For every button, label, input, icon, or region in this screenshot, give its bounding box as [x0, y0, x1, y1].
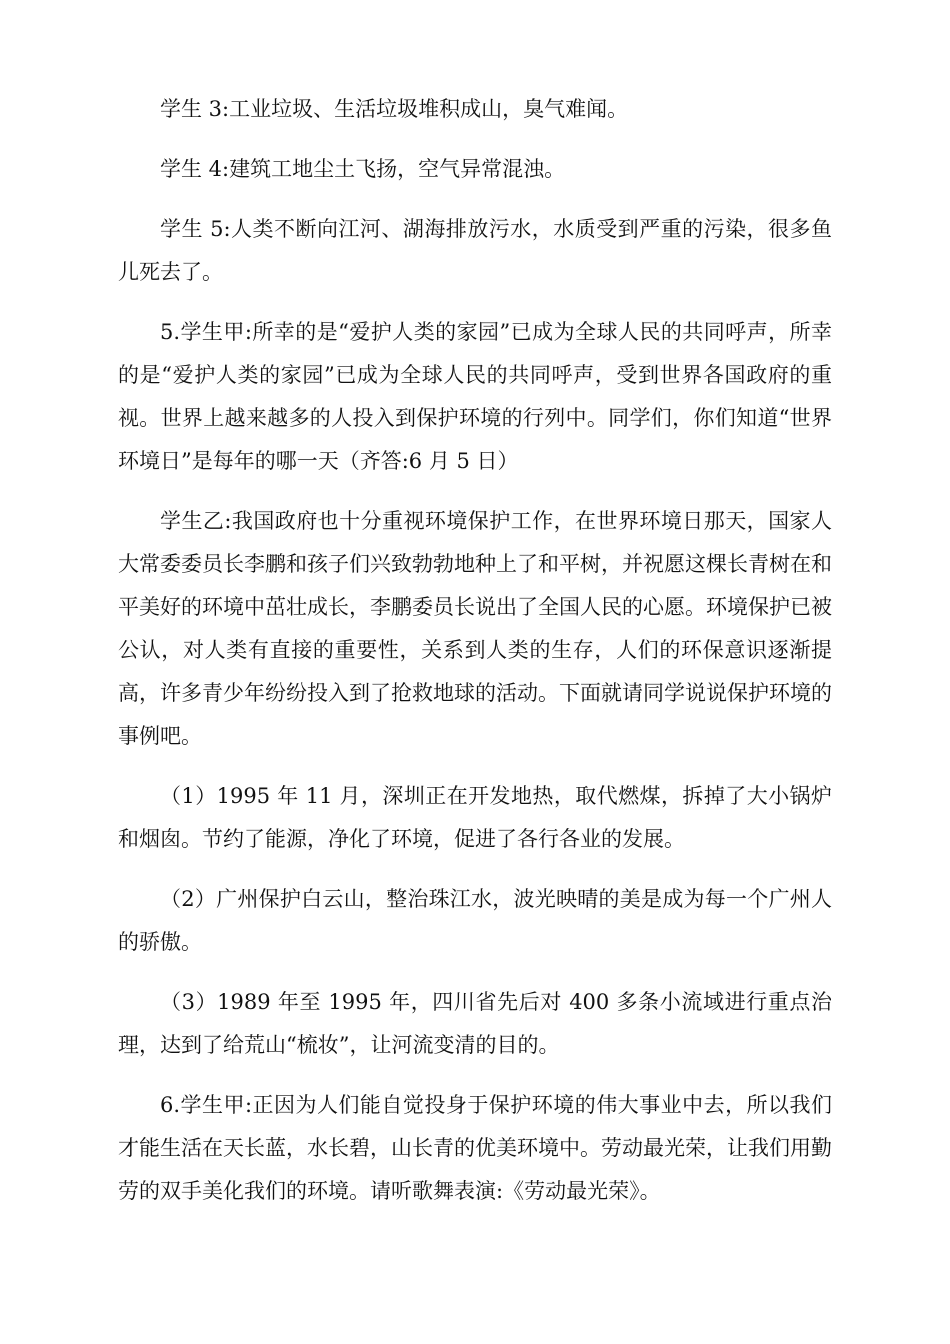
paragraph-student-yi: 学生乙:我国政府也十分重视环境保护工作，在世界环境日那天，国家人大常委委员长李鹏和孩子们兴致勃勃地种上了和平树，并祝愿这棵长青树在和平美好的环境中茁壮成长，李鹏委员长说出了全国人民的心愿。环境保护已被公认，对人类有直接的重要性，关系到人类的生存，人们的环保意识逐渐提高，许多青少年纷纷投入到了抢救地球的活动。下面就请同学说说保护环境的事例吧。	[118, 509, 832, 748]
paragraph-example-3: （3）1989 年至 1995 年，四川省先后对 400 多条小流域进行重点治理，达到了给荒山“梳妆”，让河流变清的目的。	[118, 990, 832, 1057]
paragraph-example-2: （2）广州保护白云山，整治珠江水，波光映晴的美是成为每一个广州人的骄傲。	[118, 887, 832, 954]
paragraph-section-5: 5.学生甲:所幸的是“爱护人类的家园”已成为全球人民的共同呼声，所幸的是“爱护人类的家园”已成为全球人民的共同呼声，受到世界各国政府的重视。世界上越来越多的人投入到保护环境的行列中。同学们，你们知道“世界环境日”是每年的哪一天（齐答:6 月 5 日）	[118, 320, 832, 473]
paragraph-student-3: 学生 3:工业垃圾、生活垃圾堆积成山，臭气难闻。	[160, 97, 629, 121]
paragraph-example-1: （1）1995 年 11 月，深圳正在开发地热，取代燃煤，拆掉了大小锅炉和烟囱。节约了能源，净化了环境，促进了各行各业的发展。	[118, 784, 832, 851]
paragraph-section-6: 6.学生甲:正因为人们能自觉投身于保护环境的伟大事业中去，所以我们才能生活在天长蓝，水长碧，山长青的优美环境中。劳动最光荣，让我们用勤劳的双手美化我们的环境。请听歌舞表演:《劳动最光荣》。	[118, 1093, 832, 1203]
paragraph-student-5: 学生 5:人类不断向江河、湖海排放污水，水质受到严重的污染，很多鱼儿死去了。	[118, 217, 832, 284]
paragraph-student-4: 学生 4:建筑工地尘土飞扬，空气异常混浊。	[160, 157, 566, 181]
